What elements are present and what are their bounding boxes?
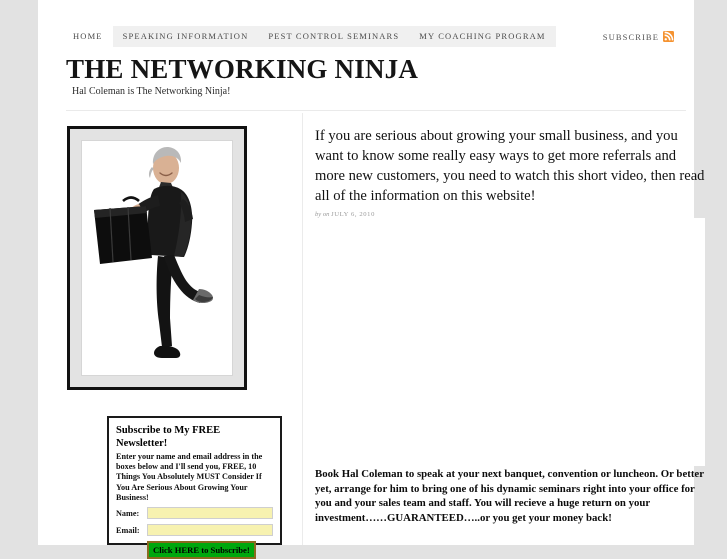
main-content xyxy=(315,126,705,466)
column-divider xyxy=(302,113,303,545)
closing-paragraph: Book Hal Coleman to speak at your next banquet, convention or luncheon. Or better yet, arrange for him to bring one of his dynamic seminars right into your office for you and your sales team and staff. You will recieve a huge return on your investment……GUARANTEED…..or you get your money back! xyxy=(315,468,704,524)
entry-title[interactable]: If you are serious about growing your small business, and you want to know some really easy ways to get more referrals and more new customers, you need to watch this short video, then read all of the information on this website! xyxy=(315,128,705,204)
entry-meta xyxy=(315,211,705,218)
newsletter-submit-row xyxy=(116,541,273,559)
site-title[interactable]: THE NETWORKING NINJA xyxy=(66,54,419,84)
entry-date: JULY 6, 2010 xyxy=(331,211,375,218)
name-input[interactable] xyxy=(147,507,273,519)
primary-navigation xyxy=(38,26,694,47)
businessman-figure-icon xyxy=(82,141,232,375)
newsletter-name-row xyxy=(116,507,273,519)
subscribe-label: SUBSCRIBE xyxy=(602,31,659,42)
newsletter-signup-box xyxy=(107,416,282,556)
entry-byline: by on xyxy=(315,211,332,218)
newsletter-heading: Subscribe to My FREE Newsletter! xyxy=(116,425,221,449)
name-field-label: Name: xyxy=(116,508,140,518)
newsletter-email-row xyxy=(116,524,273,536)
nav-item-home[interactable]: HOME xyxy=(73,31,103,41)
subscribe-link[interactable] xyxy=(603,26,674,47)
nav-item-speaking-information[interactable]: SPEAKING INFORMATION xyxy=(113,26,259,47)
rss-feed-icon[interactable] xyxy=(663,31,674,42)
nav-menu xyxy=(63,26,556,47)
sidebar xyxy=(67,126,279,390)
header-divider xyxy=(66,110,686,111)
portrait-photo xyxy=(81,140,233,376)
nav-item-pest-control-seminars[interactable]: PEST CONTROL SEMINARS xyxy=(258,26,409,47)
portrait-frame xyxy=(67,126,247,390)
newsletter-description: Enter your name and email address in the boxes below and I'll send you, FREE, 10 Things You Absolutely MUST Consider If You Are Serious About Growing Your Business! xyxy=(116,452,263,502)
email-input[interactable] xyxy=(147,524,273,536)
video-embed-placeholder[interactable] xyxy=(315,218,705,466)
nav-item-my-coaching-program[interactable]: MY COACHING PROGRAM xyxy=(409,26,555,47)
email-field-label: Email: xyxy=(116,525,140,535)
masthead xyxy=(66,54,666,98)
site-tagline: Hal Coleman is The Networking Ninja! xyxy=(72,86,231,97)
page-container xyxy=(38,0,705,556)
subscribe-submit-button[interactable]: Click HERE to Subscribe! xyxy=(147,541,256,559)
